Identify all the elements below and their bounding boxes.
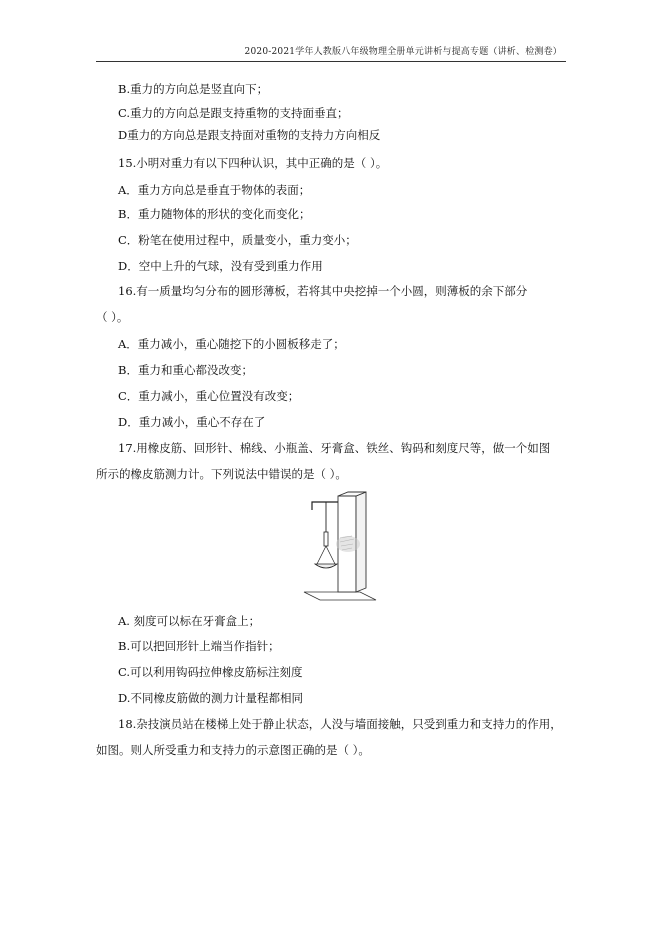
option-c-q17: C.可以利用钩码拉伸橡皮筋标注刻度 [118, 665, 303, 679]
rubber-band-dynamometer-figure [300, 488, 380, 606]
option-b-q15: B．重力随物体的形状的变化而变化； [118, 207, 311, 221]
option-a-q15: A．重力方向总是垂直于物体的表面； [118, 183, 311, 197]
option-b-q14: B.重力的方向总是竖直向下； [118, 82, 269, 96]
option-d-q17: D.不同橡皮筋做的测力计量程都相同 [118, 691, 303, 705]
option-a-q17: A. 刻度可以标在牙膏盒上； [118, 614, 261, 628]
option-c-q16: C．重力减小，重心位置没有改变； [118, 389, 300, 403]
option-b-q17: B.可以把回形针上端当作指针； [118, 639, 280, 653]
option-d-q14: D重力的方向总是跟支持面对重物的支持力方向相反 [118, 128, 381, 142]
option-c-q14: C.重力的方向总是跟支持重物的支持面垂直； [118, 106, 349, 120]
question-17-cont: 所示的橡皮筋测力计。下列说法中错误的是（ ）。 [96, 467, 347, 481]
question-17: 17.用橡皮筋、回形针、棉线、小瓶盖、牙膏盒、铁丝、钩码和刻度尺等，做一个如图 [118, 441, 551, 455]
option-d-q15: D．空中上升的气球，没有受到重力作用 [118, 259, 323, 273]
header-rule [96, 61, 566, 62]
option-a-q16: A．重力减小，重心随挖下的小圆板移走了； [118, 337, 345, 351]
question-15: 15.小明对重力有以下四种认识，其中正确的是（ ）。 [118, 156, 388, 170]
page-header: 2020-2021学年人教版八年级物理全册单元讲析与提高专题（讲析、检测卷） [244, 47, 562, 57]
question-18: 18.杂技演员站在楼梯上处于静止状态，人没与墙面接触，只受到重力和支持力的作用， [118, 717, 562, 731]
question-16: 16.有一质量均匀分布的圆形薄板，若将其中央挖掉一个小圆，则薄板的余下部分 [118, 284, 528, 298]
option-d-q16: D．重力减小，重心不存在了 [118, 415, 266, 429]
question-18-cont: 如图。则人所受重力和支持力的示意图正确的是（ ）。 [96, 743, 370, 757]
question-16-blank: （ ）。 [96, 310, 129, 324]
option-b-q16: B．重力和重心都没改变； [118, 363, 253, 377]
option-c-q15: C．粉笔在使用过程中，质量变小，重力变小； [118, 233, 357, 247]
